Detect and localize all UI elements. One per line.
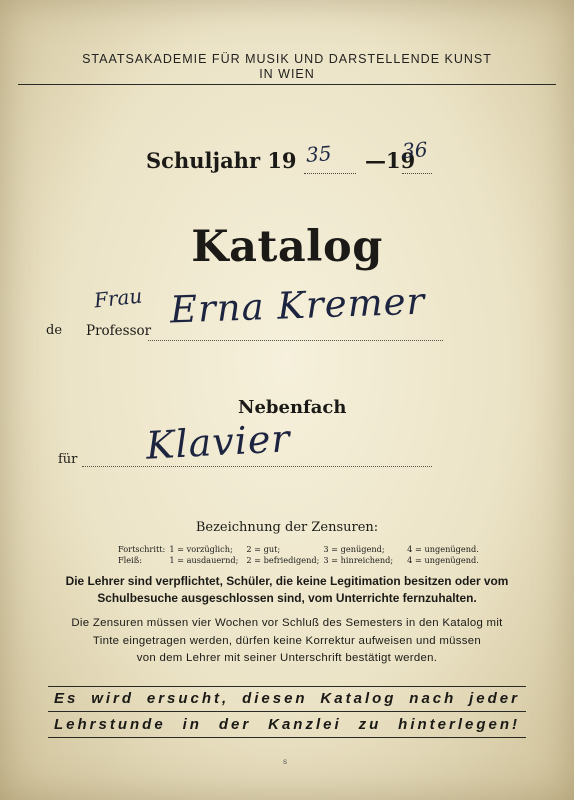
institution-line-1: STAATSAKADEMIE FÜR MUSIK UND DARSTELLENDE KUNST	[82, 52, 492, 66]
professor-label: Professor	[86, 323, 152, 339]
institution-line-2: IN WIEN	[259, 67, 315, 81]
request-rule-bottom	[48, 737, 526, 738]
professor-title-handwritten: Frau	[92, 283, 144, 313]
grade-entry: 3 = genügend;	[323, 544, 385, 554]
year-start-line	[304, 173, 356, 174]
subject-line	[82, 466, 432, 467]
teacher-obligation-notice	[30, 573, 544, 607]
grade-entry: 4 = ungenügend.	[407, 555, 479, 565]
school-year-label: Schuljahr 19	[146, 148, 297, 173]
grading-heading: Bezeichnung der Zensuren:	[195, 520, 379, 535]
grading-row-progress	[118, 544, 483, 555]
notice-line: Schulbesuche ausgeschlossen sind, vom Unterrichte fernzuhalten.	[97, 591, 477, 605]
header-rule	[18, 84, 556, 85]
request-line-1: Es wird ersucht, diesen Katalog nach jeder	[54, 690, 520, 707]
subject-handwritten: Klavier	[144, 416, 292, 468]
return-request	[54, 686, 520, 738]
subject-label: für	[58, 452, 78, 467]
grade-entry: 2 = befriedigend;	[246, 555, 320, 565]
notice-line: Die Lehrer sind verpflichtet, Schüler, die keine Legitimation besitzen oder vom	[65, 574, 509, 588]
school-year	[146, 137, 436, 182]
grade-entry: 1 = ausdauernd;	[169, 555, 239, 565]
subject-type: Nebenfach	[238, 397, 347, 418]
grading-row-label: Fortschritt:	[118, 544, 166, 554]
request-rule-middle	[48, 711, 526, 712]
grading-deadline-notice	[40, 615, 534, 668]
year-end-line	[402, 173, 432, 174]
school-year-end-handwritten: 36	[401, 137, 429, 163]
grade-entry: 4 = ungenügend.	[407, 544, 479, 554]
grade-entry: 1 = vorzüglich;	[169, 544, 233, 554]
request-rule-top	[48, 686, 526, 687]
school-year-start-handwritten: 35	[305, 141, 333, 167]
grading-row-label: Fleiß:	[118, 555, 142, 565]
notice-line: von dem Lehrer mit seiner Unterschrift bestätigt werden.	[136, 652, 438, 664]
institution-header	[0, 52, 574, 82]
professor-name-line	[148, 340, 443, 341]
grade-entry: 3 = hinreichend;	[323, 555, 394, 565]
grading-table	[118, 544, 483, 566]
request-line-2: Lehrstunde in der Kanzlei zu hinterlegen!	[54, 716, 520, 733]
grading-row-diligence	[118, 555, 483, 566]
professor-name-handwritten: Erna Kremer	[169, 279, 426, 332]
footer-mark: s	[283, 757, 288, 766]
document-title: Katalog	[191, 222, 383, 272]
professor-prefix: de	[46, 323, 63, 338]
notice-line: Die Zensuren müssen vier Wochen vor Schluß des Semesters in den Katalog mit	[71, 617, 503, 629]
school-year-dash: —19	[365, 148, 416, 173]
notice-line: Tinte eingetragen werden, dürfen keine Korrektur aufweisen und müssen	[92, 634, 482, 647]
grade-entry: 2 = gut;	[246, 544, 281, 554]
